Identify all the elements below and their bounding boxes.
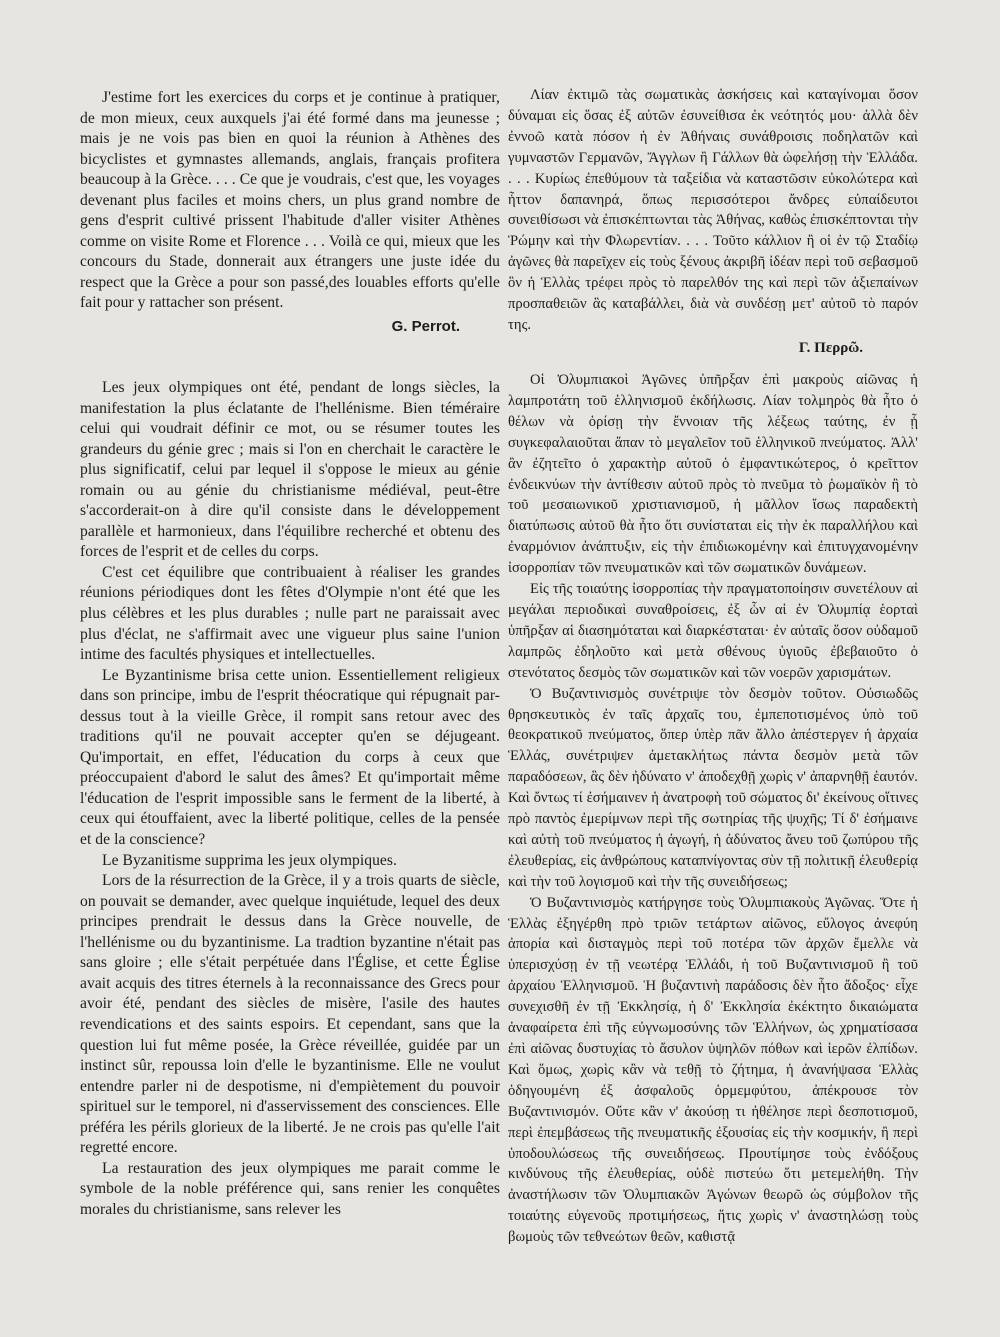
- greek-signature: Γ. Περρῶ.: [798, 339, 863, 356]
- greek-main-text: [508, 370, 918, 1248]
- french-paragraph: Les jeux olympiques ont été, pendant de longs siècles, la manifestation la plus éclatante de l'hellénisme. Bien téméraire celui qui voudrait définir ce mot, ou se résumer toutes les grandeurs du génie grec ; mais si l'on en cherchait le caractère le plus significatif, celui par lequel il s'oppose le mieux au génie romain ou au génie du christianisme médiéval, peut-être s'accorderait-on à dire qu'il consiste dans le développement parallèle et harmonieux, dans l'équilibre recherché et obtenu des forces de l'esprit et de celles du corps.: [80, 379, 500, 561]
- french-quote-paragraph: J'estime fort les exercices du corps et je continue à pratiquer, de mon mieux, ceux auxquels j'ai été formé dans ma jeunesse ; mais je ne vois pas bien en quoi la réunion à Athènes des bicyclistes et gymnastes allemands, anglais, français profitera beaucoup à la Grèce. . . . Ce que je voudrais, c'est que, les voyages devenant plus faciles et moins chers, un plus grand nombre de gens d'esprit cultivé prissent l'habitude d'aller visiter Athènes comme on visite Rome et Florence . . . Voilà ce qui, mieux que les concours du Stade, donnerait aux étrangers une juste idée du respect que la Grèce a pour son passé,des louables efforts qu'elle fait pour y rattacher son présent.: [80, 89, 500, 312]
- greek-quote-paragraph: Λίαν ἐκτιμῶ τὰς σωματικὰς ἀσκήσεις καὶ καταγίνομαι ὅσον δύναμαι εἰς ὅσας ἐξ αὐτῶν ἐσυνείθισα ἐκ νεότητός μου· ἀλλὰ δὲν ἐννοῶ κατὰ πόσον ἡ ἐν Ἀθήναις συνάθροισις ποδηλατῶν καὶ γυμναστῶν Γερμανῶν, Ἄγγλων ἢ Γάλλων θὰ ὠφελήσῃ τὴν Ἑλλάδα. . . . Κυρίως ἐπεθύμουν τὰ ταξείδια νὰ καταστῶσιν εὐκολώτερα καὶ ἧττον δαπανηρά, ὅπως περισσότεροι ἄνδρες εὐπαίδευτοι συνειθίσωσι νὰ ἐπισκέπτωνται τὰς Ἀθήνας, καθὼς ἐπισκέπτονται τὴν Ῥώμην καὶ τὴν Φλωρεντίαν. . . . Τοῦτο κάλλιον ἢ οἱ ἐν τῷ Σταδίῳ ἀγῶνες θὰ παρεῖχεν εἰς τοὺς ξένους ἀκριβῆ ἰδέαν περὶ τοῦ σεβασμοῦ ὃν ἡ Ἑλλὰς τρέφει πρὸς τὸ παρελθόν της καὶ περὶ τῶν ἀξιεπαίνων προσπαθειῶν ἃς καταβάλλει, διὰ νὰ συνδέσῃ μετ' αὐτοῦ τὸ παρόν της.: [508, 87, 918, 333]
- greek-quote-perrot: [508, 85, 918, 357]
- french-main-text: [80, 378, 500, 1220]
- greek-paragraph: Οἱ Ὀλυμπιακοὶ Ἀγῶνες ὑπῆρξαν ἐπὶ μακροὺς αἰῶνας ἡ λαμπροτάτη τοῦ ἑλληνισμοῦ ἐκδήλωσις. Λίαν τολμηρὸς θὰ ἦτο ὁ θέλων νὰ ὁρίσῃ τὴν ἔννοιαν τῆς λέξεως ταύτης, ἐν ᾗ συγκεφαλαιοῦται ἅπαν τὸ μεγαλεῖον τοῦ ἑλληνικοῦ πνεύματος. Ἀλλ' ἂν ἐζητεῖτο ὁ χαρακτὴρ αὐτοῦ ὁ ἐμφαντικώτερος, ὁ κρεῖττον ἐνδεικνύων τὴν ἀντίθεσιν αὐτοῦ πρὸς τὸ πνεῦμα τὸ ῥωμαϊκὸν ἢ τὸ τοῦ μεσαιωνικοῦ χριστιανισμοῦ, ἡ μᾶλλον ἴσως παραδεκτὴ διατύπωσις αὐτοῦ θὰ ἦτο ὅτι συνίσταται εἰς τὴν ἐκ παραλλήλου καὶ ἐναρμόνιον ἀνάπτυξιν, εἰς τὴν ἐπιδιωκομένην καὶ ἐπιτυγχανομένην ἰσορροπίαν τῶν πνευματικῶν καὶ τῶν σωματικῶν δυνάμεων.: [508, 372, 918, 577]
- greek-paragraph: Ὁ Βυζαντινισμὸς συνέτριψε τὸν δεσμὸν τοῦτον. Οὐσιωδῶς θρησκευτικὸς ἐν ταῖς ἀρχαῖς του, ἐμπεποτισμένος ὑπὸ τοῦ θεοκρατικοῦ πνεύματος, ὅπερ ὑπὲρ πᾶν ἄλλο ἀπέστεργεν ἡ ἀρχαία Ἑλλάς, συνέτριψεν ἀμετακλήτως πάντα δεσμὸν μετὰ τῶν παραδόσεων, ἃς δὲν ἠδύνατο ν' ἀποδεχθῇ χωρὶς ν' ἀπαρνηθῇ ἑαυτόν. Καὶ ὄντως τί ἐσήμαινεν ἡ ἀνατροφὴ τοῦ σώματος δι' ἐκείνους οἵτινες πρὸ παντὸς ἐμερίμνων περὶ τῆς σωτηρίας τῆς ψυχῆς; Τί δ' ἐσήμαινε καὶ αὐτὴ τοῦ πνεύματος ἡ ἀγωγή, ἡ ἀδύνατος ἄνευ τοῦ ζωπύρου τῆς ἐλευθερίας, εἰς ἀνθρώπους καταπνίγοντας σὺν τῇ πολιτικῇ ἐλευθερίᾳ καὶ τὴν τοῦ λογισμοῦ καὶ τὴν τῆς συνειδήσεως;: [508, 685, 918, 890]
- french-signature: G. Perrot.: [391, 318, 460, 336]
- french-paragraph: Le Byzantinisme brisa cette union. Essentiellement religieux dans son principe, imbu de l'esprit théocratique qui répugnait par-dessus tout à la vieille Grèce, il rompit sans retour avec des traditions qu'il ne pouvait accepter qu'en se déjugeant. Qu'importait, en effet, l'éducation du corps à ceux que préoccupaient d'abord le salut des âmes? Et qu'importait même l'éducation de l'esprit impossible sans le ferment de la liberté, à ceux qui étouffaient, avec la liberté politique, celles de la pensée et de la conscience?: [80, 666, 500, 849]
- greek-paragraph: Εἰς τῆς τοιαύτης ἰσορροπίας τὴν πραγματοποίησιν συνετέλουν αἱ μεγάλαι περιοδικαὶ συναθροίσεις, ἐξ ὧν αἱ ἐν Ὀλυμπίᾳ ἑορταὶ ὑπῆρξαν αἱ διασημόταται καὶ διαρκέσταται· ἐν αὐταῖς ὅσον οὐδαμοῦ λαμπρῶς ἐδηλοῦτο καὶ μετὰ σθένους ὑγιοῦς ἐβεβαιοῦτο ὁ στενότατος δεσμὸς τῶν σωματικῶν καὶ τῶν νοερῶν χαρισμάτων.: [508, 581, 918, 681]
- french-paragraph: Lors de la résurrection de la Grèce, il y a trois quarts de siècle, on pouvait se demander, avec quelque inquiétude, lequel des deux principes prendrait le dessus dans la Grèce nouvelle, de l'hellénisme ou du byzantinisme. La tradtion byzantine n'était pas sans gloire ; elle s'était perpétuée dans l'Église, et cette Église avait acquis des titres éternels à la reconnaissance des Grecs pour avoir été, pendant des siècles de misère, l'asile des hautes revendications et des saints espoirs. Et cependant, sans que la question lui fut même posée, la Grèce réveillée, guidée par un instinct sûr, repoussa loin d'elle le byzantinisme. Elle ne voulut entendre parler ni de despotisme, ni d'empiètement du pouvoir spirituel sur le temporel, ni d'asservissement des consciences. Elle préféra les périls glorieux de la liberté. Je ne crois pas qu'elle l'ait regretté encore.: [80, 872, 500, 1157]
- greek-paragraph: Ὁ Βυζαντινισμὸς κατήργησε τοὺς Ὀλυμπιακοὺς Ἀγῶνας. Ὅτε ἡ Ἑλλὰς ἐξηγέρθη πρὸ τριῶν τετάρτων αἰῶνος, εὔλογος ἀνεφύη ἀπορία καὶ δισταγμὸς περὶ τοῦ ποτέρα τῶν ἀρχῶν ἔμελλε νὰ ὑπερισχύσῃ ἐν τῇ νεωτέρᾳ Ἑλλάδι, ἡ τοῦ Βυζαντινισμοῦ ἢ τοῦ ἀρχαίου Ἑλληνισμοῦ. Ἡ βυζαντινὴ παράδοσις δὲν ἦτο ἄδοξος· εἶχε συνεχισθῆ ἐν τῇ Ἐκκλησίᾳ, ἡ δ' Ἐκκλησία ἐκέκτητο δικαιώματα ἀναφαίρετα ἐπὶ τῆς εὐγνωμοσύνης τῶν Ἑλλήνων, ὡς χρηματίσασα ἐπὶ αἰῶνας δυστυχίας τὸ ἄσυλον ὑψηλῶν πόθων καὶ ἱερῶν ἐλπίδων. Καὶ ὅμως, χωρὶς κἂν νὰ τεθῇ τὸ ζήτημα, ἡ ἀνανήψασα Ἑλλὰς ὁδηγουμένη ἐξ ἀσφαλοῦς ὁρμεμφύτου, ἀπέκρουσε τὸν Βυζαντινισμόν. Οὔτε κἂν ν' ἀκούσῃ τι ἠθέλησε περὶ δεσποτισμοῦ, περὶ ἐπεμβάσεως τῆς πνευματικῆς ἐξουσίας εἰς τὴν κοσμικήν, ἢ περὶ ὑποδουλώσεως τῆς συνειδήσεως. Προυτίμησε τοὺς ἐνδόξους κινδύνους τῆς ἐλευθερίας, οὐδὲ πιστεύω ὅτι μετεμελήθη. Τὴν ἀναστήλωσιν τῶν Ὀλυμπιακῶν Ἀγώνων θεωρῶ ὡς σύμβολον τῆς τοιαύτης εὐγενοῦς προτιμήσεως, ἥτις χωρὶς ν' ἀναστηλώσῃ τοὺς βωμοὺς τῶν τεθνεώτων θεῶν, καθιστᾷ: [508, 894, 918, 1246]
- french-quote-perrot: [80, 88, 500, 335]
- french-paragraph: C'est cet équilibre que contribuaient à réaliser les grandes réunions périodiques dont les fêtes d'Olympie n'ont été que les plus célèbres et les plus durables ; nulle part ne paraissait avec plus d'éclat, ne s'affirmait avec une vigueur plus saine l'union intime des facultés physiques et intellectuelles.: [80, 563, 500, 664]
- french-paragraph: Le Byzanitisme supprima les jeux olympiques.: [102, 851, 397, 869]
- french-paragraph: La restauration des jeux olympiques me parait comme le symbole de la noble préférence qui, sans renier les conquêtes morales du christianisme, sans relever les: [80, 1159, 500, 1218]
